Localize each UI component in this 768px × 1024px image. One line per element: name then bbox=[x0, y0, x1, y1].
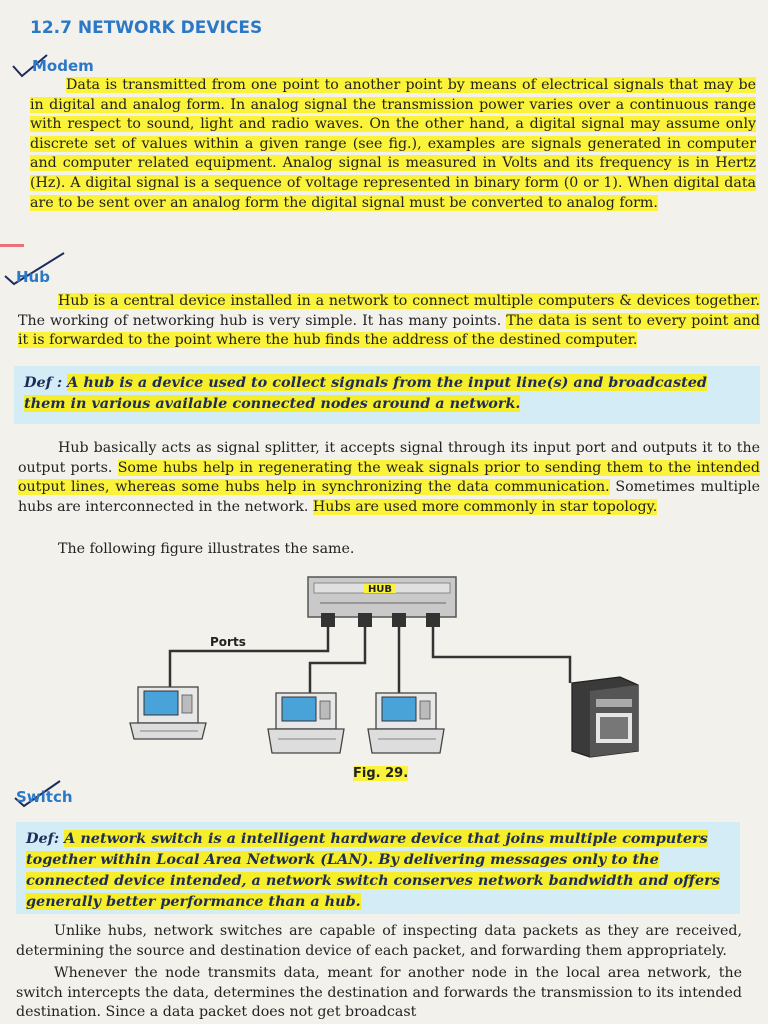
switch-heading: Switch bbox=[16, 788, 73, 806]
figure-caption: Fig. 29. bbox=[353, 766, 409, 781]
hub-para1-highlight-a: Hub is a central device installed in a network to connect multiple computers & devices together. bbox=[58, 293, 760, 309]
switch-def-label: Def: bbox=[26, 830, 60, 847]
modem-heading: Modem bbox=[32, 57, 94, 75]
computer-2-icon bbox=[268, 693, 344, 753]
modem-paragraph bbox=[30, 76, 756, 213]
computer-3-icon bbox=[368, 693, 444, 753]
hub-paragraph-1 bbox=[18, 292, 760, 351]
hub-para2-plain-a: Hub basically acts as signal splitter, it accepts signal through its input port and outputs it to the output ports. bbox=[18, 440, 760, 476]
hub-def-label: Def : bbox=[24, 374, 63, 391]
switch-definition-box bbox=[16, 822, 740, 914]
switch-paragraph-2: Whenever the node transmits data, meant for another node in the local area network, the switch intercepts the data, determines the destination and forwards the transmission to its intended destination. Since a data packet does not get broadcast bbox=[16, 965, 742, 1021]
hub-paragraph-2 bbox=[18, 439, 760, 517]
hub-def-text: A hub is a device used to collect signals from the input line(s) and broadcasted them in various available connected nodes around a network. bbox=[24, 374, 707, 412]
ports-label: Ports bbox=[210, 635, 246, 649]
hub-heading: Hub bbox=[16, 268, 50, 286]
computer-1-icon bbox=[130, 687, 206, 739]
hub-para1-highlight-b: The data is sent to every point and it is forwarded to the point where the hub finds the address of the destined computer. bbox=[18, 312, 760, 349]
modem-text: Data is transmitted from one point to another point by means of electrical signals that may be in digital and analog form. In analog signal the transmission power varies over a continuous range with respect to sound, light and radio waves. On the other hand, a digital signal may assume only discrete set of values within a given range (see fig.), examples are signals generated in computer and computer related equipment. Analog signal is measured in Volts and its frequency is in Hertz (Hz). A digital signal is a sequence of voltage represented in binary form (0 or 1). When digital data are to be sent over an analog form the digital signal must be converted to analog form. bbox=[30, 77, 756, 211]
switch-def-text: A network switch is a intelligent hardware device that joins multiple computers together within Local Area Network (LAN). By delivering messages only to the connected device intended, a network switch conserves network bandwidth and offers generally better performance than a hub. bbox=[26, 830, 720, 910]
hub-para1-plain: The working of networking hub is very simple. It has many points. bbox=[18, 312, 507, 329]
hub-definition-box bbox=[14, 366, 760, 424]
server-tower-icon bbox=[572, 677, 638, 757]
hub-para2-highlight-a: Some hubs help in regenerating the weak signals prior to sending them to the intended output lines, whereas some hubs help in synchronizing the data communication. bbox=[18, 459, 760, 496]
hub-para2-highlight-b: Hubs are used more commonly in star topology. bbox=[312, 498, 658, 515]
section-title: 12.7 NETWORK DEVICES bbox=[30, 18, 263, 38]
hub-network-diagram bbox=[120, 575, 660, 785]
hub-label: HUB bbox=[367, 584, 393, 595]
switch-paragraph-1: Unlike hubs, network switches are capable of inspecting data packets as they are received, determining the source and destination device of each packet, and forwarding them appropriately. bbox=[16, 923, 742, 959]
hub-paragraph-3: The following figure illustrates the same. bbox=[58, 541, 355, 557]
divider bbox=[0, 244, 24, 247]
hub-para2-plain-b: Sometimes multiple hubs are interconnected in the network. bbox=[18, 479, 760, 515]
